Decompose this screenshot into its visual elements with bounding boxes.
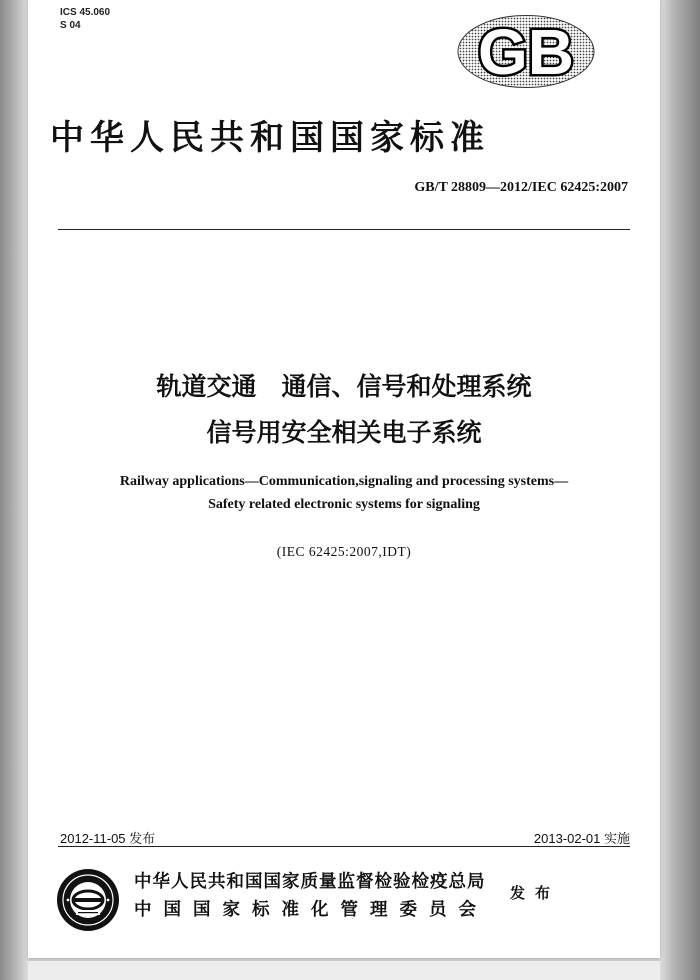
bottom-bar [28, 961, 660, 980]
bottom-divider [58, 846, 630, 847]
org-title: 中华人民共和国国家标准 [50, 118, 490, 158]
issue-date: 2012-11-05 发布 [60, 831, 156, 846]
english-title-line2: Safety related electronic systems for signaling [208, 497, 480, 512]
left-frame-shadow [0, 0, 28, 980]
ccs-code: S 04 [60, 20, 81, 31]
publish-label: 发布 [510, 884, 561, 902]
english-title-line1: Railway applications—Communication,signaling and processing systems— [119, 474, 569, 489]
top-divider [58, 229, 630, 230]
chinese-title-line2: 信号用安全相关电子系统 [206, 418, 482, 447]
classification-codes [60, 6, 110, 32]
document-page [28, 0, 660, 958]
implementation-date: 2013-02-01 实施 [533, 831, 630, 846]
ics-code: ICS 45.060 [60, 7, 111, 18]
publisher-line2: 中国国家标准化管理委员会 [134, 900, 488, 920]
gb-logo-text: GB [478, 16, 574, 88]
standard-number: GB/T 28809—2012/IEC 62425:2007 [414, 180, 628, 195]
publisher-line1: 中华人民共和国国家质量监督检验检疫总局 [134, 872, 486, 892]
publisher-seal-icon [56, 868, 120, 932]
right-frame-shadow [660, 0, 700, 980]
chinese-title-line1: 轨道交通 通信、信号和处理系统 [156, 372, 532, 401]
iec-reference: (IEC 62425:2007,IDT) [276, 544, 412, 559]
gb-logo-icon [456, 14, 596, 89]
